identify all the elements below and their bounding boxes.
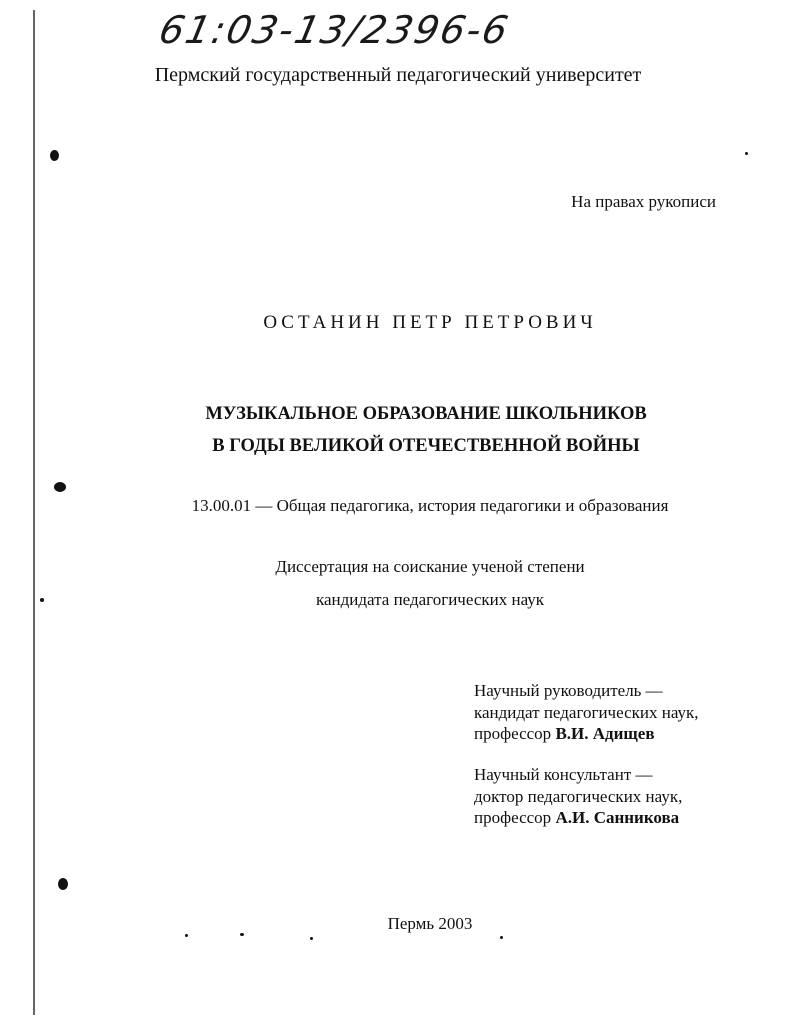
- consultant-title: профессор: [474, 808, 552, 827]
- scan-speck: [54, 482, 66, 492]
- scan-speck: [310, 937, 313, 940]
- supervisor-name: В.И. Адищев: [555, 724, 655, 743]
- consultant-role: Научный консультант —: [474, 765, 653, 784]
- supervisor-title: профессор: [474, 724, 552, 743]
- scan-speck: [58, 878, 68, 890]
- consultant-degree: доктор педагогических наук,: [474, 786, 683, 806]
- specialty-code: 13.00.01 — Общая педагогика, история педагогики и образования: [191, 496, 669, 515]
- scan-speck: [745, 152, 748, 155]
- scan-speck: [50, 150, 59, 161]
- scan-speck: [185, 934, 188, 937]
- scientific-supervisor: [474, 680, 699, 745]
- supervisor-title-line: [474, 723, 699, 745]
- degree-line-1: Диссертация на соискание ученой степени: [275, 557, 585, 576]
- scan-speck: [500, 936, 503, 939]
- supervisor-degree: кандидат педагогических наук,: [474, 702, 699, 722]
- degree-line-2: кандидата педагогических наук: [315, 590, 545, 609]
- city-and-year: Пермь 2003: [387, 914, 473, 933]
- consultant-name: А.И. Санникова: [555, 808, 680, 827]
- consultant-title-line: [474, 807, 682, 829]
- university-name: Пермский государственный педагогический университет: [154, 64, 642, 86]
- scientific-consultant: [474, 764, 682, 829]
- dissertation-title-line-2: В ГОДЫ ВЕЛИКОЙ ОТЕЧЕСТВЕННОЙ ВОЙНЫ: [212, 436, 640, 456]
- author-name: ОСТАНИН ПЕТР ПЕТРОВИЧ: [263, 312, 597, 333]
- archive-number-handwritten: 61:03-13/2396-6: [155, 8, 514, 52]
- manuscript-rights: На правах рукописи: [571, 192, 716, 211]
- dissertation-title-line-1: МУЗЫКАЛЬНОЕ ОБРАЗОВАНИЕ ШКОЛЬНИКОВ: [205, 404, 647, 424]
- supervisor-role: Научный руководитель —: [474, 681, 663, 700]
